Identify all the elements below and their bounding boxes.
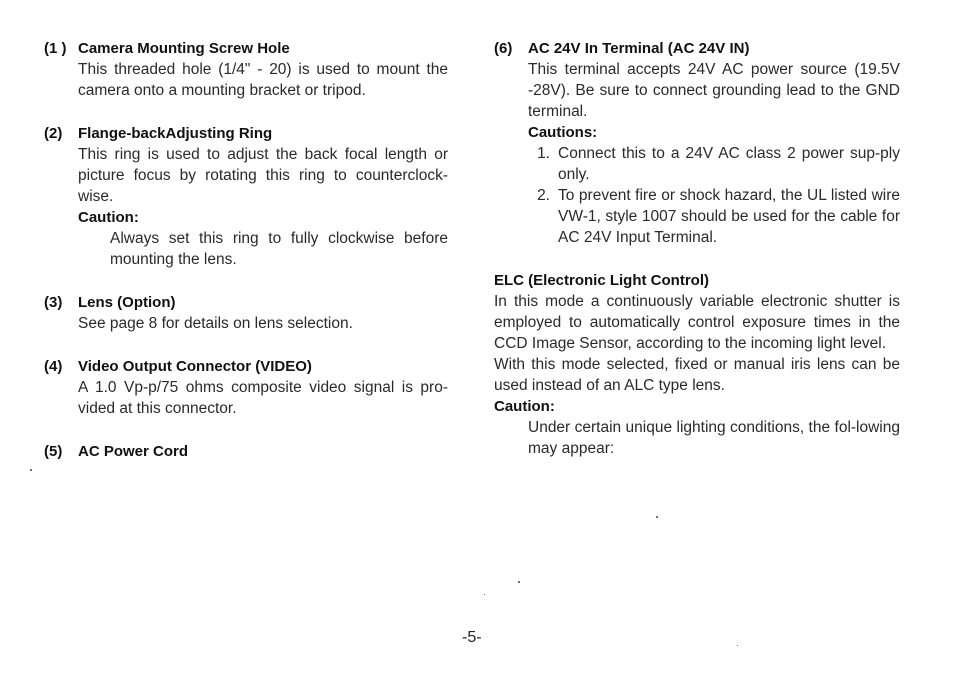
- scan-speck: [518, 581, 520, 583]
- section-body: This threaded hole (1/4" - 20) is used to mount the camera onto a mounting bracket or tripod.: [78, 61, 448, 99]
- list-item-text: To prevent fire or shock hazard, the UL listed wire VW-1, style 1007 should be used for the cable for AC 24V Input Terminal.: [558, 187, 900, 246]
- section-title: Lens (Option): [78, 294, 176, 311]
- section-camera-mounting-screw-hole: [44, 38, 448, 101]
- section-video-output-connector: [44, 356, 448, 419]
- scan-speck: [656, 516, 658, 518]
- section-heading: [44, 38, 448, 59]
- section-heading: [44, 292, 448, 313]
- paragraph: In this mode a continuously variable electronic shutter is employed to automatically control exposure times in the CCD Image Sensor, according to the incoming light level.: [494, 293, 900, 352]
- section-number: (2): [44, 125, 63, 142]
- list-item: [494, 143, 900, 185]
- section-title: Video Output Connector (VIDEO): [78, 358, 312, 375]
- section-heading: [44, 356, 448, 377]
- cautions-list: [494, 143, 900, 248]
- section-ac-power-cord: [44, 441, 448, 462]
- section-heading: [44, 441, 448, 462]
- section-title: ELC (Electronic Light Control): [494, 272, 709, 289]
- section-number: (3): [44, 294, 63, 311]
- section-heading: [44, 123, 448, 144]
- page-number: -5-: [462, 629, 482, 646]
- caution-label: Caution:: [78, 209, 139, 226]
- section-number: (4): [44, 358, 63, 375]
- section-title: AC Power Cord: [78, 443, 189, 460]
- section-body: See page 8 for details on lens selection.: [78, 315, 353, 332]
- section-body: This ring is used to adjust the back focal length or picture focus by rotating this ring to counterclock-wise.: [78, 146, 448, 205]
- section-title: Flange-backAdjusting Ring: [78, 125, 273, 142]
- paragraph: With this mode selected, fixed or manual iris lens can be used instead of an ALC type lens.: [494, 356, 900, 394]
- section-number: (6): [494, 40, 513, 57]
- left-column: [44, 38, 448, 462]
- cautions-label: Cautions:: [528, 124, 598, 141]
- section-lens-option: [44, 292, 448, 334]
- scan-speck: [30, 469, 32, 471]
- section-heading: [494, 38, 900, 59]
- list-item: [494, 185, 900, 248]
- scan-speck: [484, 594, 485, 595]
- list-item-text: Connect this to a 24V AC class 2 power sup-ply only.: [558, 145, 900, 183]
- section-title: AC 24V In Terminal (AC 24V IN): [528, 40, 750, 57]
- section-body: A 1.0 Vp-p/75 ohms composite video signal is pro-vided at this connector.: [78, 379, 448, 417]
- list-item-number: 2.: [537, 187, 550, 204]
- section-elc: [494, 270, 900, 459]
- caution-text: Under certain unique lighting conditions, the fol-lowing may appear:: [528, 419, 900, 457]
- section-number: (5): [44, 443, 63, 460]
- caution-text: Always set this ring to fully clockwise before mounting the lens.: [110, 230, 448, 268]
- section-flange-back-adjusting-ring: [44, 123, 448, 270]
- section-number: (1 ): [44, 40, 67, 57]
- scan-speck: [737, 645, 738, 646]
- section-title: Camera Mounting Screw Hole: [78, 40, 290, 57]
- right-column: [494, 38, 900, 459]
- section-body: This terminal accepts 24V AC power source (19.5V -28V). Be sure to connect grounding lead to the GND terminal.: [528, 61, 900, 120]
- list-item-number: 1.: [537, 145, 550, 162]
- section-ac-24v-in-terminal: [494, 38, 900, 248]
- caution-label: Caution:: [494, 398, 555, 415]
